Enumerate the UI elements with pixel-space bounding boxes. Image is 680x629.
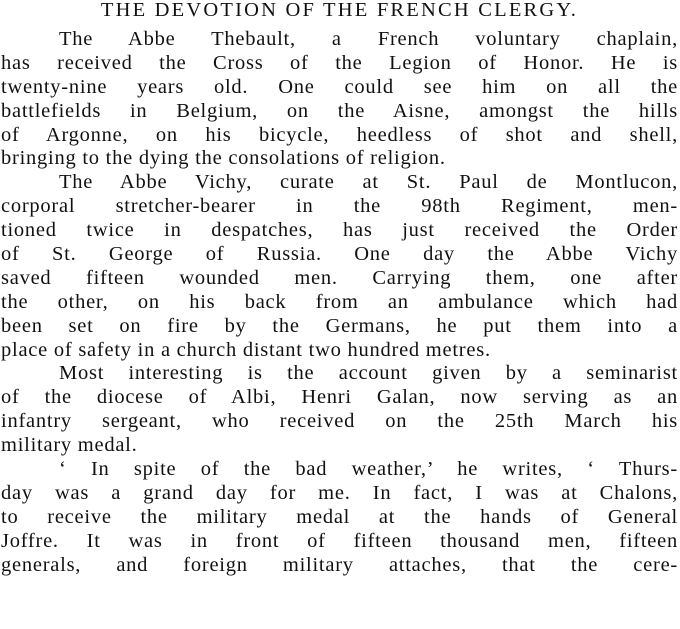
paragraph-galan-quote — [1, 458, 678, 577]
text-line: The Abbe Thebault, a French voluntary chaplain, — [59, 28, 678, 50]
text-line: The Abbe Vichy, curate at St. Paul de Montlucon, — [59, 171, 678, 194]
text-line: to receive the military medal at the hands of General — [1, 505, 678, 528]
text-line: twenty-nine years old. One could see him on all the — [1, 75, 678, 98]
paragraph-henri-galan — [1, 362, 678, 458]
text-line: of St. George of Russia. One day the Abbe Vichy — [1, 243, 678, 266]
text-line: place of safety in a church distant two hundred metres. — [1, 338, 491, 361]
text-line: the other, on his back from an ambulance which had — [1, 290, 678, 313]
text-line: saved fifteen wounded men. Carrying them, one after — [1, 266, 678, 289]
text-line: bringing to the dying the consolations of religion. — [1, 147, 446, 170]
text-line: of the diocese of Albi, Henri Galan, now serving as an — [1, 386, 678, 409]
text-line: infantry sergeant, who received on the 25th March his — [1, 410, 678, 433]
text-line: battlefields in Belgium, on the Aisne, amongst the hills — [1, 99, 678, 122]
article-headline: THE DEVOTION OF THE FRENCH CLERGY. — [100, 0, 579, 21]
text-line: Joffre. It was in front of fifteen thousand men, fifteen — [1, 529, 678, 552]
text-line: has received the Cross of the Legion of Honor. He is — [1, 51, 678, 74]
text-line: day was a grand day for me. In fact, I was at Chalons, — [1, 481, 678, 504]
text-line: been set on fire by the Germans, he put them into a — [1, 314, 678, 337]
paragraph-abbe-thebault — [1, 28, 678, 171]
text-line: military medal. — [1, 434, 138, 457]
text-line: of Argonne, on his bicycle, heedless of shot and shell, — [1, 123, 678, 146]
text-line: Most interesting is the account given by a seminarist — [59, 362, 678, 385]
text-line: corporal stretcher-bearer in the 98th Regiment, men- — [1, 195, 678, 218]
paragraph-abbe-vichy — [1, 171, 678, 362]
text-line: generals, and foreign military attaches, that the cere- — [1, 553, 678, 576]
text-line: tioned twice in despatches, has just received the Order — [1, 219, 678, 242]
text-line: ‘ In spite of the bad weather,’ he writes, ‘ Thurs- — [59, 458, 678, 481]
